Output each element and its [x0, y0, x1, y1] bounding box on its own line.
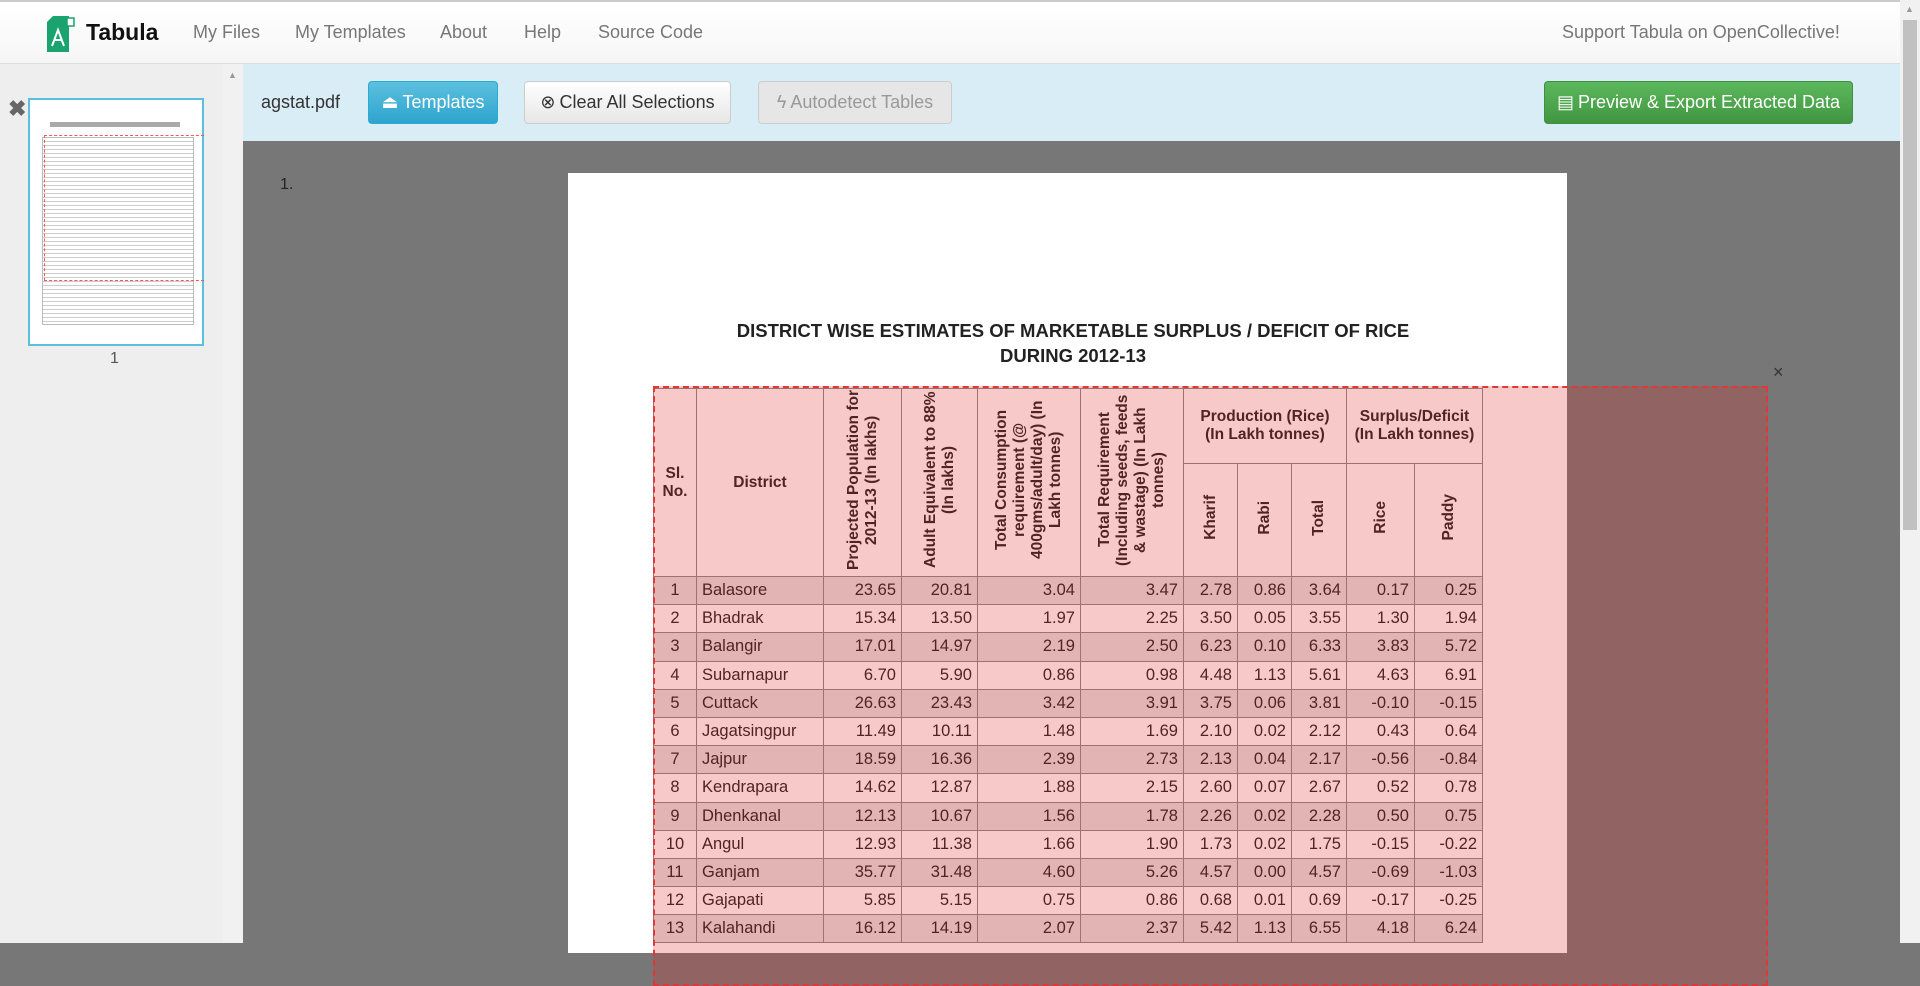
- table-cell: 0.02: [1238, 802, 1292, 830]
- table-cell: Jajpur: [697, 746, 824, 774]
- table-cell: 2.12: [1292, 717, 1347, 745]
- table-cell: 4: [654, 661, 697, 689]
- header-total: Total: [1310, 499, 1327, 536]
- table-cell: 0.86: [978, 661, 1081, 689]
- table-cell: -0.22: [1415, 830, 1483, 858]
- table-cell: 1: [654, 577, 697, 605]
- thumb-page-label: 1: [110, 350, 119, 367]
- table-cell: 9: [654, 802, 697, 830]
- table-cell: 11.49: [824, 717, 902, 745]
- nav-source-code[interactable]: Source Code: [598, 22, 704, 42]
- table-cell: 3.50: [1184, 605, 1238, 633]
- table-cell: 0.75: [1415, 802, 1483, 830]
- page-scrollbar[interactable]: ▲: [1900, 0, 1920, 943]
- table-cell: 12: [654, 887, 697, 915]
- tabula-logo-icon[interactable]: [47, 16, 75, 52]
- table-cell: 5.90: [902, 661, 978, 689]
- table-selection[interactable]: [653, 386, 1768, 986]
- table-cell: 2.13: [1184, 746, 1238, 774]
- table-cell: 3.64: [1292, 577, 1347, 605]
- clear-label: Clear All Selections: [559, 92, 715, 112]
- table-cell: 1.94: [1415, 605, 1483, 633]
- times-circle-icon: ⊗: [540, 92, 556, 112]
- nav-about[interactable]: About: [440, 22, 488, 42]
- header-consumption: Total Consumption requirement (@ 400gms/adult/day) (In Lakh tonnes): [993, 400, 1064, 560]
- table-cell: Ganjam: [697, 858, 824, 886]
- table-cell: 0.02: [1238, 717, 1292, 745]
- table-cell: 4.57: [1184, 858, 1238, 886]
- table-cell: 12.93: [824, 830, 902, 858]
- table-cell: 16.12: [824, 915, 902, 943]
- table-cell: 7: [654, 746, 697, 774]
- table-cell: 0.10: [1238, 633, 1292, 661]
- table-cell: 1.30: [1347, 605, 1415, 633]
- table-cell: Balasore: [697, 577, 824, 605]
- table-cell: 1.90: [1081, 830, 1184, 858]
- table-cell: Angul: [697, 830, 824, 858]
- table-cell: 20.81: [902, 577, 978, 605]
- table-cell: 17.01: [824, 633, 902, 661]
- table-cell: 0.69: [1292, 887, 1347, 915]
- table-cell: 0.06: [1238, 689, 1292, 717]
- table-cell: Jagatsingpur: [697, 717, 824, 745]
- table-cell: -0.84: [1415, 746, 1483, 774]
- bolt-icon: ϟ: [776, 92, 787, 112]
- table-cell: 2.39: [978, 746, 1081, 774]
- header-rice: Rice: [1371, 501, 1389, 534]
- table-cell: 0.07: [1238, 774, 1292, 802]
- table-cell: 1.13: [1238, 915, 1292, 943]
- table-cell: -0.25: [1415, 887, 1483, 915]
- support-link[interactable]: Support Tabula on OpenCollective!: [1562, 22, 1840, 42]
- templates-label: Templates: [402, 92, 485, 112]
- table-cell: 4.48: [1184, 661, 1238, 689]
- table-cell: 0.02: [1238, 830, 1292, 858]
- nav-my-templates[interactable]: My Templates: [295, 22, 406, 42]
- table-cell: 2.67: [1292, 774, 1347, 802]
- table-cell: 0.25: [1415, 577, 1483, 605]
- scrollbar-thumb[interactable]: [1903, 20, 1917, 530]
- table-cell: 6.91: [1415, 661, 1483, 689]
- thumb-selection: [44, 135, 204, 281]
- header-surplus: Surplus/Deficit (In Lakh tonnes): [1347, 389, 1483, 464]
- table-cell: 3.55: [1292, 605, 1347, 633]
- table-cell: 4.57: [1292, 858, 1347, 886]
- table-cell: 2.19: [978, 633, 1081, 661]
- table-cell: 2.15: [1081, 774, 1184, 802]
- table-cell: 0.04: [1238, 746, 1292, 774]
- table-cell: 6: [654, 717, 697, 745]
- templates-button[interactable]: [368, 81, 498, 124]
- table-cell: 5.72: [1415, 633, 1483, 661]
- table-cell: 4.60: [978, 858, 1081, 886]
- table-cell: 12.13: [824, 802, 902, 830]
- header-adult-equivalent: Adult Equivalent to 88% (In lakhs): [921, 391, 957, 569]
- table-cell: 5.26: [1081, 858, 1184, 886]
- table-cell: 0.98: [1081, 661, 1184, 689]
- table-cell: Kalahandi: [697, 915, 824, 943]
- table-cell: 0.50: [1347, 802, 1415, 830]
- table-cell: 0.68: [1184, 887, 1238, 915]
- table-cell: 0.00: [1238, 858, 1292, 886]
- table-cell: 2.25: [1081, 605, 1184, 633]
- table-cell: 5.61: [1292, 661, 1347, 689]
- table-cell: 3.47: [1081, 577, 1184, 605]
- table-cell: 0.05: [1238, 605, 1292, 633]
- table-cell: 4.63: [1347, 661, 1415, 689]
- table-cell: -0.15: [1415, 689, 1483, 717]
- close-icon[interactable]: ✖: [8, 96, 27, 121]
- table-cell: Balangir: [697, 633, 824, 661]
- table-cell: 1.66: [978, 830, 1081, 858]
- table-cell: 1.88: [978, 774, 1081, 802]
- table-cell: 0.17: [1347, 577, 1415, 605]
- table-cell: 0.52: [1347, 774, 1415, 802]
- table-cell: 6.70: [824, 661, 902, 689]
- table-cell: 12.87: [902, 774, 978, 802]
- header-sl: Sl. No.: [654, 389, 697, 577]
- table-cell: 2.26: [1184, 802, 1238, 830]
- table-cell: 3.91: [1081, 689, 1184, 717]
- navbar: [0, 0, 1900, 64]
- table-cell: 1.56: [978, 802, 1081, 830]
- table-cell: 15.34: [824, 605, 902, 633]
- table-cell: 6.33: [1292, 633, 1347, 661]
- table-cell: 1.48: [978, 717, 1081, 745]
- table-cell: 1.78: [1081, 802, 1184, 830]
- table-cell: 1.13: [1238, 661, 1292, 689]
- table-cell: 0.75: [978, 887, 1081, 915]
- table-cell: 18.59: [824, 746, 902, 774]
- table-cell: 2.07: [978, 915, 1081, 943]
- nav-help[interactable]: Help: [524, 22, 562, 42]
- table-cell: -0.56: [1347, 746, 1415, 774]
- table-cell: Subarnapur: [697, 661, 824, 689]
- brand-link[interactable]: Tabula: [86, 19, 159, 45]
- table-cell: 35.77: [824, 858, 902, 886]
- table-cell: 3: [654, 633, 697, 661]
- table-cell: 10: [654, 830, 697, 858]
- filename: agstat.pdf: [261, 92, 341, 112]
- table-cell: 4.18: [1347, 915, 1415, 943]
- table-cell: 2.28: [1292, 802, 1347, 830]
- table-cell: 2.78: [1184, 577, 1238, 605]
- table-cell: 14.19: [902, 915, 978, 943]
- table-cell: -0.17: [1347, 887, 1415, 915]
- table-cell: 26.63: [824, 689, 902, 717]
- header-production: Production (Rice) (In Lakh tonnes): [1184, 389, 1347, 464]
- table-cell: -0.10: [1347, 689, 1415, 717]
- table-cell: 0.86: [1081, 887, 1184, 915]
- table-cell: 1.73: [1184, 830, 1238, 858]
- templates-icon: ⏏: [381, 92, 399, 112]
- table-cell: Gajapati: [697, 887, 824, 915]
- header-kharif: Kharif: [1201, 495, 1219, 540]
- table-cell: 6.23: [1184, 633, 1238, 661]
- table-cell: 2.10: [1184, 717, 1238, 745]
- table-cell: 3.42: [978, 689, 1081, 717]
- table-cell: Dhenkanal: [697, 802, 824, 830]
- table-cell: 2: [654, 605, 697, 633]
- table-cell: Bhadrak: [697, 605, 824, 633]
- header-district: District: [697, 389, 824, 577]
- table-cell: 3.83: [1347, 633, 1415, 661]
- table-cell: 13.50: [902, 605, 978, 633]
- toolbar: [243, 64, 1900, 141]
- table-cell: 0.01: [1238, 887, 1292, 915]
- page-thumbnail[interactable]: [28, 98, 204, 346]
- table-cell: 3.75: [1184, 689, 1238, 717]
- header-paddy: Paddy: [1439, 494, 1457, 541]
- table-cell: 2.17: [1292, 746, 1347, 774]
- table-cell: -0.15: [1347, 830, 1415, 858]
- sidebar-scrollbar[interactable]: ▲: [223, 64, 243, 943]
- document-title-line2: DURING 2012-13: [999, 345, 1146, 366]
- table-cell: 16.36: [902, 746, 978, 774]
- table-cell: 1.75: [1292, 830, 1347, 858]
- header-rabi: Rabi: [1255, 500, 1273, 535]
- table-cell: 2.37: [1081, 915, 1184, 943]
- table-cell: 2.50: [1081, 633, 1184, 661]
- table-cell: -0.69: [1347, 858, 1415, 886]
- document-title-line1: DISTRICT WISE ESTIMATES OF MARKETABLE SURPLUS / DEFICIT OF RICE: [736, 320, 1410, 341]
- table-cell: 5: [654, 689, 697, 717]
- table-cell: 1.69: [1081, 717, 1184, 745]
- list-icon: ▤: [1556, 92, 1574, 112]
- table-cell: 2.73: [1081, 746, 1184, 774]
- table-cell: 6.24: [1415, 915, 1483, 943]
- table-cell: 14.62: [824, 774, 902, 802]
- table-cell: Kendrapara: [697, 774, 824, 802]
- table-cell: 10.11: [902, 717, 978, 745]
- table-cell: 0.64: [1415, 717, 1483, 745]
- header-requirement: Total Requirement (Including seeds, feeds & wastage) (In Lakh tonnes): [1096, 394, 1167, 566]
- preview-export-button[interactable]: [1544, 81, 1853, 124]
- export-label: Preview & Export Extracted Data: [1577, 92, 1841, 112]
- table-cell: 5.85: [824, 887, 902, 915]
- nav-my-files[interactable]: My Files: [193, 22, 260, 42]
- table-cell: 23.43: [902, 689, 978, 717]
- table-cell: 11: [654, 858, 697, 886]
- table-cell: 3.81: [1292, 689, 1347, 717]
- table-cell: 6.55: [1292, 915, 1347, 943]
- table-cell: 31.48: [902, 858, 978, 886]
- remove-selection-icon[interactable]: ×: [1773, 362, 1784, 382]
- table-cell: Cuttack: [697, 689, 824, 717]
- table-cell: -1.03: [1415, 858, 1483, 886]
- table-cell: 23.65: [824, 577, 902, 605]
- table-cell: 8: [654, 774, 697, 802]
- table-cell: 14.97: [902, 633, 978, 661]
- table-cell: 11.38: [902, 830, 978, 858]
- table-cell: 5.15: [902, 887, 978, 915]
- table-cell: 5.42: [1184, 915, 1238, 943]
- table-cell: 0.78: [1415, 774, 1483, 802]
- table-cell: 3.04: [978, 577, 1081, 605]
- table-cell: 10.67: [902, 802, 978, 830]
- table-cell: 13: [654, 915, 697, 943]
- thumb-title: [50, 122, 180, 127]
- clear-selections-button[interactable]: [524, 81, 731, 124]
- table-cell: 0.86: [1238, 577, 1292, 605]
- table-cell: 1.97: [978, 605, 1081, 633]
- autodetect-tables-button[interactable]: [758, 81, 952, 124]
- table-cell: 2.60: [1184, 774, 1238, 802]
- header-population: Projected Population for 2012-13 (In lakhs): [844, 390, 880, 570]
- table-cell: 0.43: [1347, 717, 1415, 745]
- page-number: 1.: [280, 176, 294, 193]
- autodetect-label: Autodetect Tables: [790, 92, 934, 112]
